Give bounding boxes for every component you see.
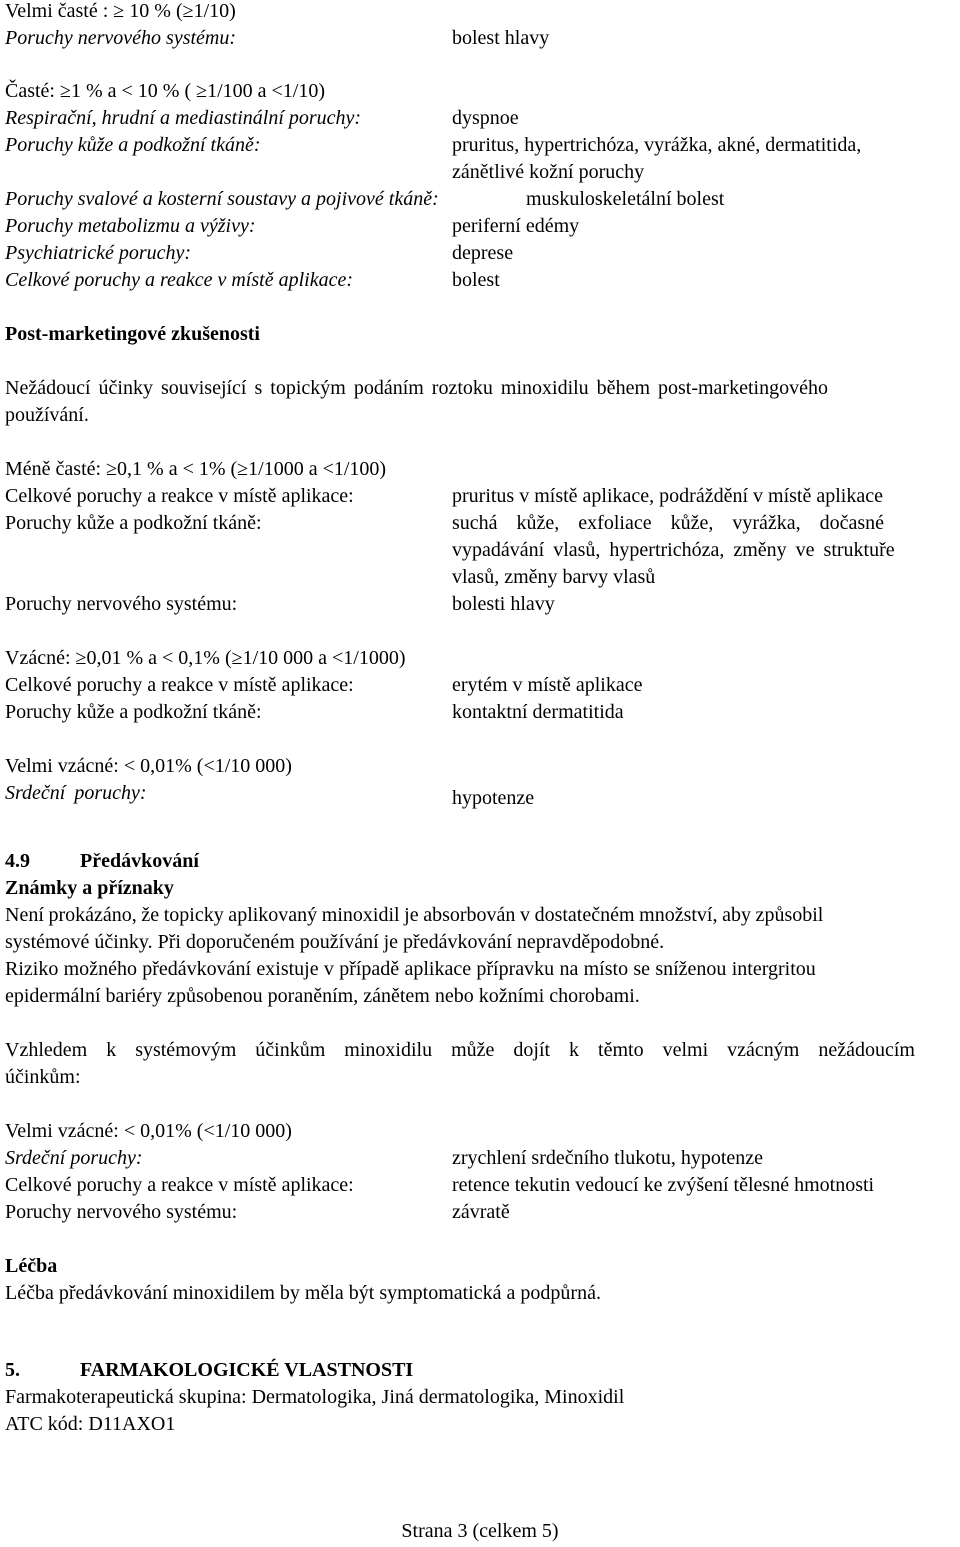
adverse-row [5,1172,960,1199]
adverse-row [5,1145,960,1172]
adverse-row [5,105,960,132]
organ-class: Respirační, hrudní a mediastinální poruchy: [5,107,362,129]
adverse-effect: muskuloskeletální bolest [526,188,725,210]
paragraph-line: Léčba předávkování minoxidilem by měla být symptomatická a podpůrná. [5,1282,601,1304]
adverse-row [5,699,960,726]
organ-class: Celkové poruchy a reakce v místě aplikace: [5,674,354,696]
paragraph-line: Není prokázáno, že topicky aplikovaný minoxidil je absorbován v dostatečném množství, aby způsobil [5,904,824,926]
section-title: FARMAKOLOGICKÉ VLASTNOSTI [80,1359,414,1381]
section-number: 4.9 [5,850,30,872]
section-title: Předávkování [80,850,199,872]
frequency-heading [5,78,960,105]
organ-class: Poruchy kůže a podkožní tkáně: [5,134,261,156]
adverse-row [5,186,960,213]
adverse-effect: periferní edémy [452,215,580,237]
frequency-label: Velmi vzácné: < 0,01% (<1/10 000) [5,1120,292,1142]
adverse-row [5,780,960,812]
adverse-effect: bolest [452,269,500,291]
organ-class: Srdeční poruchy: [5,782,147,804]
frequency-heading [5,753,960,780]
adverse-effect: retence tekutin vedoucí ke zvýšení tělesné hmotnosti [452,1174,875,1196]
frequency-label: Časté: ≥1 % a < 10 % ( ≥1/100 a <1/10) [5,80,326,102]
adverse-effect: vypadávání vlasů, hypertrichóza, změny ve struktuře [452,539,895,561]
adverse-effect: deprese [452,242,514,264]
adverse-row-continuation [5,564,960,591]
organ-class: Poruchy nervového systému: [5,27,237,49]
paragraph-line: Riziko možného předávkování existuje v případě aplikace přípravku na místo se sníženou intergritou [5,958,816,980]
adverse-effect: pruritus, hypertrichóza, vyrážka, akné, dermatitida, [452,134,862,156]
adverse-effect: kontaktní dermatitida [452,701,624,723]
organ-class: Celkové poruchy a reakce v místě aplikace: [5,1174,354,1196]
organ-class: Poruchy kůže a podkožní tkáně: [5,701,262,723]
adverse-row [5,510,960,537]
frequency-label: Méně časté: ≥0,1 % a < 1% (≥1/1000 a <1/100) [5,458,387,480]
paragraph-line: Nežádoucí účinky související s topickým podáním roztoku minoxidilu během post-marketingového [5,377,828,399]
organ-class: Poruchy svalové a kosterní soustavy a pojivové tkáně: [5,188,439,210]
adverse-row-continuation [5,537,960,564]
adverse-row [5,213,960,240]
frequency-heading [5,456,960,483]
frequency-heading [5,1118,960,1145]
frequency-label: Velmi vzácné: < 0,01% (<1/10 000) [5,755,292,777]
paragraph-line: používání. [5,404,89,426]
paragraph-line: epidermální bariéry způsobenou poraněním, zánětem nebo kožními chorobami. [5,985,640,1007]
adverse-row [5,591,960,618]
frequency-heading [5,0,960,25]
adverse-effect: suchá kůže, exfoliace kůže, vyrážka, dočasné [452,512,885,534]
adverse-row [5,672,960,699]
paragraph-line: Farmakoterapeutická skupina: Dermatologika, Jiná dermatologika, Minoxidil [5,1386,625,1408]
organ-class: Srdeční poruchy: [5,1147,143,1169]
section-number: 5. [5,1359,20,1381]
adverse-row [5,25,960,52]
paragraph-line: Vzhledem k systémovým účinkům minoxidilu může dojít k těmto velmi vzácným nežádoucím [5,1039,915,1061]
section-heading [5,1357,960,1384]
organ-class: Poruchy nervového systému: [5,1201,238,1223]
adverse-effect: zánětlivé kožní poruchy [452,161,645,183]
organ-class: Psychiatrické poruchy: [5,242,192,264]
adverse-effect: vlasů, změny barvy vlasů [452,566,656,588]
subheading: Známky a příznaky [5,877,174,899]
frequency-label: Vzácné: ≥0,01 % a < 0,1% (≥1/10 000 a <1/1000) [5,647,406,669]
frequency-label: Velmi časté : ≥ 10 % (≥1/10) [5,0,236,22]
section-heading: Post-marketingové zkušenosti [5,323,260,345]
adverse-row [5,1199,960,1226]
organ-class: Celkové poruchy a reakce v místě aplikace: [5,485,354,507]
paragraph-line: systémové účinky. Při doporučeném používání je předávkování nepravděpodobné. [5,931,665,953]
paragraph-line: účinkům: [5,1066,81,1088]
adverse-row [5,132,960,159]
adverse-effect: dyspnoe [452,107,519,129]
adverse-effect: bolest hlavy [452,27,550,49]
document-page [5,0,960,1441]
adverse-effect: bolesti hlavy [452,593,555,615]
section-heading [5,848,960,875]
organ-class: Poruchy kůže a podkožní tkáně: [5,512,262,534]
paragraph-line: ATC kód: D11AXO1 [5,1413,176,1435]
adverse-row-continuation [5,159,960,186]
frequency-heading [5,645,960,672]
organ-class: Poruchy nervového systému: [5,593,238,615]
adverse-effect: hypotenze [452,787,535,809]
adverse-row [5,483,960,510]
adverse-effect: pruritus v místě aplikace, podráždění v místě aplikace [452,485,883,507]
organ-class: Celkové poruchy a reakce v místě aplikace: [5,269,353,291]
adverse-effect: závratě [452,1201,510,1223]
subheading: Léčba [5,1255,58,1277]
page-footer: Strana 3 (celkem 5) [401,1520,559,1542]
organ-class: Poruchy metabolizmu a výživy: [5,215,256,237]
adverse-row [5,240,960,267]
adverse-effect: zrychlení srdečního tlukotu, hypotenze [452,1147,764,1169]
adverse-effect: erytém v místě aplikace [452,674,643,696]
adverse-row [5,267,960,294]
